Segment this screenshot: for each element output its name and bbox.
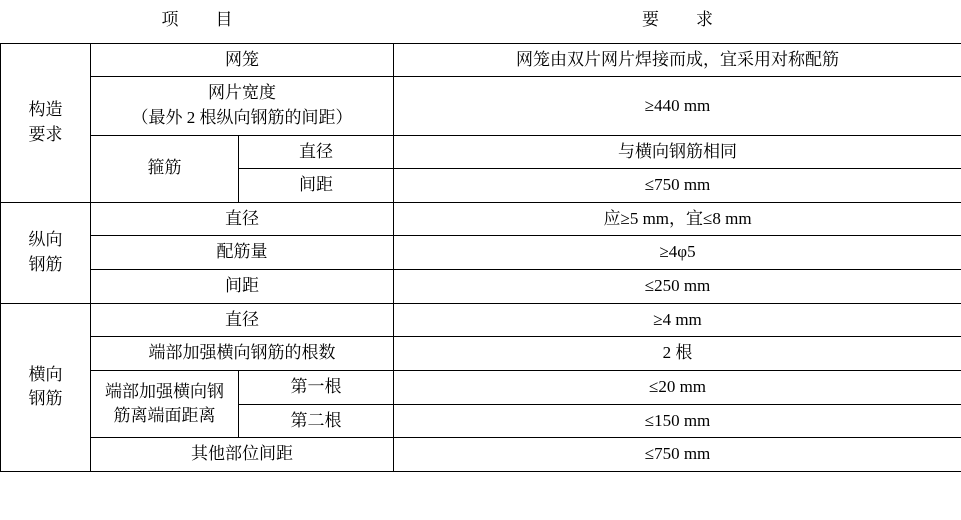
table-row xyxy=(1,202,961,236)
group-label-structural xyxy=(1,43,91,202)
item-cell-long-spacing: 间距 xyxy=(91,270,394,304)
group-label-line1: 横向 xyxy=(28,364,63,384)
sub-item-cell-stirrup-spacing: 间距 xyxy=(239,169,394,203)
value-cell-mesh-width: ≥440 mm xyxy=(394,77,961,135)
item-cell-other-spacing: 其他部位间距 xyxy=(91,438,394,472)
value-cell-mesh-cage: 网笼由双片网片焊接而成，宜采用对称配筋 xyxy=(394,43,961,77)
item-cell-trans-diameter: 直径 xyxy=(91,303,394,337)
table-row xyxy=(1,438,961,472)
item-cell-stirrup: 箍筋 xyxy=(91,135,239,202)
value-cell-trans-diameter: ≥4 mm xyxy=(394,303,961,337)
table-row xyxy=(1,77,961,135)
item-cell-end-distance xyxy=(91,371,239,438)
value-cell-other-spacing: ≤750 mm xyxy=(394,438,961,472)
table-row xyxy=(1,135,961,169)
value-cell-stirrup-diameter: 与横向钢筋相同 xyxy=(394,135,961,169)
group-label-line2: 要求 xyxy=(28,124,63,144)
item-line2: （最外 2 根纵向钢筋的间距） xyxy=(131,107,353,127)
item-cell-long-diameter: 直径 xyxy=(91,202,394,236)
group-label-line1: 纵向 xyxy=(28,230,63,250)
table-row xyxy=(1,236,961,270)
item-cell-mesh-cage: 网笼 xyxy=(91,43,394,77)
table-row xyxy=(1,337,961,371)
sub-item-cell-second-bar: 第二根 xyxy=(239,404,394,438)
sub-item-cell-stirrup-diameter: 直径 xyxy=(239,135,394,169)
table-row xyxy=(1,371,961,405)
item-cell-mesh-width xyxy=(91,77,394,135)
header-item-label: 项 目 xyxy=(161,10,243,29)
item-cell-end-reinforce-count: 端部加强横向钢筋的根数 xyxy=(91,337,394,371)
table-row xyxy=(1,43,961,77)
item-line1: 端部加强横向钢 xyxy=(105,381,224,401)
item-line2: 筋离端面距离 xyxy=(113,406,216,426)
header-cell-requirement xyxy=(394,0,961,43)
value-cell-second-bar: ≤150 mm xyxy=(394,404,961,438)
group-label-line2: 钢筋 xyxy=(28,254,63,274)
group-label-line1: 构造 xyxy=(28,100,63,120)
header-requirement-label: 要 求 xyxy=(642,10,724,29)
sub-item-cell-first-bar: 第一根 xyxy=(239,371,394,405)
table-row xyxy=(1,270,961,304)
value-cell-long-amount: ≥4φ5 xyxy=(394,236,961,270)
value-cell-long-spacing: ≤250 mm xyxy=(394,270,961,304)
value-cell-first-bar: ≤20 mm xyxy=(394,371,961,405)
value-cell-stirrup-spacing: ≤750 mm xyxy=(394,169,961,203)
item-cell-long-amount: 配筋量 xyxy=(91,236,394,270)
group-label-longitudinal xyxy=(1,202,91,303)
table-header-row xyxy=(1,0,961,43)
value-cell-end-reinforce-count: 2 根 xyxy=(394,337,961,371)
value-cell-long-diameter: 应≥5 mm，宜≤8 mm xyxy=(394,202,961,236)
group-label-line2: 钢筋 xyxy=(28,389,63,409)
header-cell-item xyxy=(1,0,394,43)
group-label-transverse xyxy=(1,303,91,471)
item-line1: 网片宽度 xyxy=(208,83,276,103)
table-row xyxy=(1,303,961,337)
